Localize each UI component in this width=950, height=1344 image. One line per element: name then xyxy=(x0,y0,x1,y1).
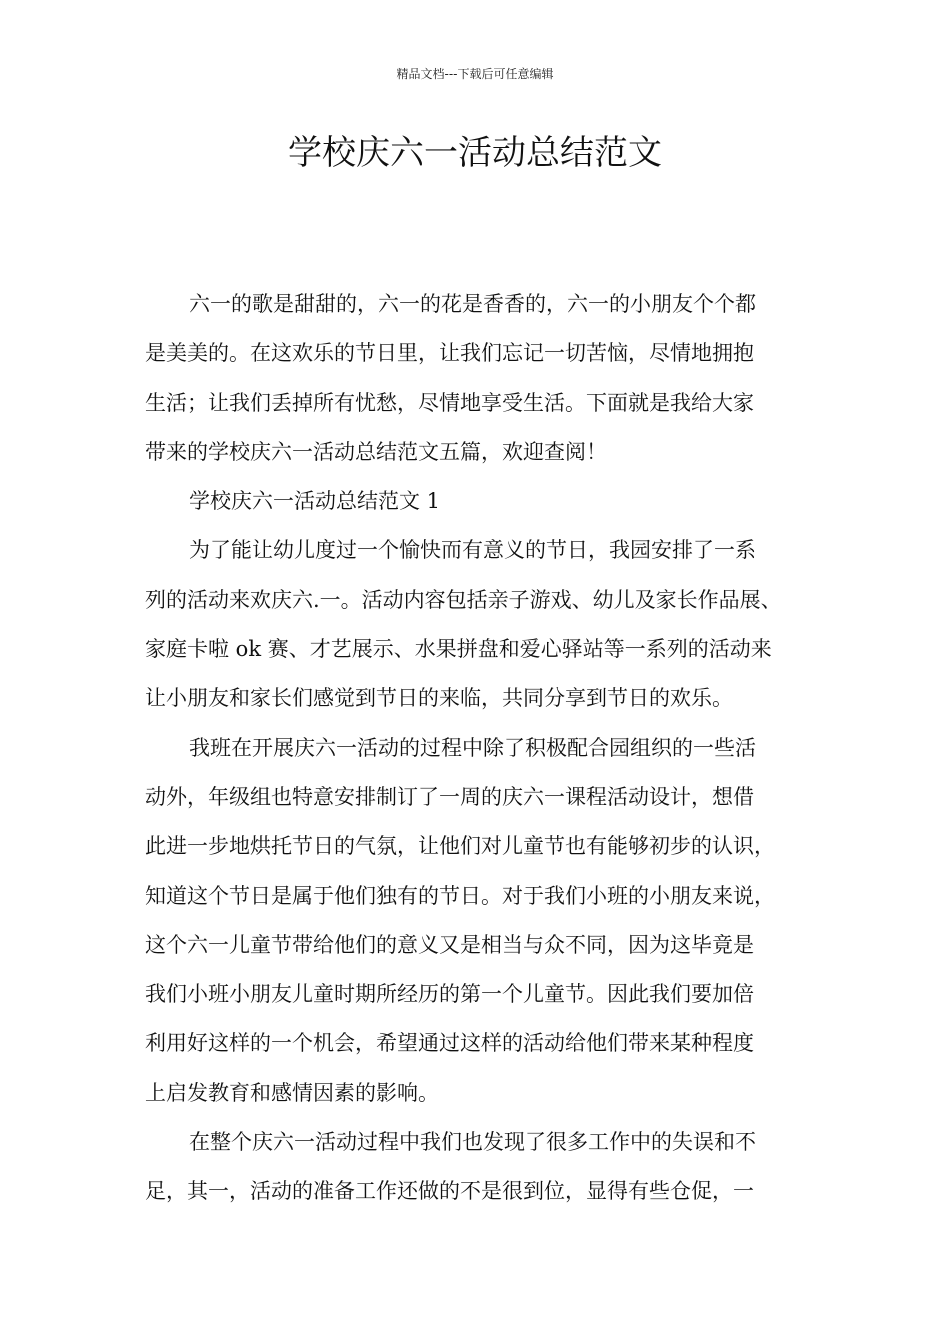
document-body xyxy=(145,280,807,1217)
text-line: 带来的学校庆六一活动总结范文五篇，欢迎查阅！ xyxy=(145,439,607,464)
text-line: 利用好这样的一个机会，希望通过这样的活动给他们带来某种程度 xyxy=(145,1031,754,1056)
document-title: 学校庆六一活动总结范文 xyxy=(288,133,662,173)
text-line: 学校庆六一活动总结范文 1 xyxy=(189,489,441,514)
text-line: 知道这个节日是属于他们独有的节日。对于我们小班的小朋友来说， xyxy=(145,883,775,908)
text-line: 在整个庆六一活动过程中我们也发现了很多工作中的失误和不 xyxy=(189,1130,756,1155)
text-line: 列的活动来欢庆六.一。活动内容包括亲子游戏、幼儿及家长作品展、 xyxy=(145,587,782,612)
text-line: 是美美的。在这欢乐的节日里，让我们忘记一切苦恼，尽情地拥抱 xyxy=(145,341,754,366)
text-line: 上启发教育和感情因素的影响。 xyxy=(145,1080,439,1105)
text-line: 我班在开展庆六一活动的过程中除了积极配合园组织的一些活 xyxy=(189,735,756,760)
text-line: 让小朋友和家长们感觉到节日的来临，共同分享到节日的欢乐。 xyxy=(145,686,733,711)
text-line: 足，其一，活动的准备工作还做的不是很到位，显得有些仓促，一 xyxy=(145,1179,754,1204)
text-line: 六一的歌是甜甜的，六一的花是香香的，六一的小朋友个个都 xyxy=(189,292,756,316)
text-line: 此进一步地烘托节日的气氛，让他们对儿童节也有能够初步的认识， xyxy=(145,834,775,859)
header-note: 精品文档---下载后可任意编辑 xyxy=(396,67,554,81)
text-line: 我们小班小朋友儿童时期所经历的第一个儿童节。因此我们要加倍 xyxy=(145,982,754,1007)
text-line: 家庭卡啦 ok 赛、才艺展示、水果拼盘和爱心驿站等一系列的活动来 xyxy=(145,637,772,662)
text-line: 生活；让我们丢掉所有忧愁，尽情地享受生活。下面就是我给大家 xyxy=(145,390,754,415)
text-line: 动外，年级组也特意安排制订了一周的庆六一课程活动设计，想借 xyxy=(145,784,754,809)
text-line: 为了能让幼儿度过一个愉快而有意义的节日，我园安排了一系 xyxy=(189,538,756,563)
text-line: 这个六一儿童节带给他们的意义又是相当与众不同，因为这毕竟是 xyxy=(145,932,754,957)
